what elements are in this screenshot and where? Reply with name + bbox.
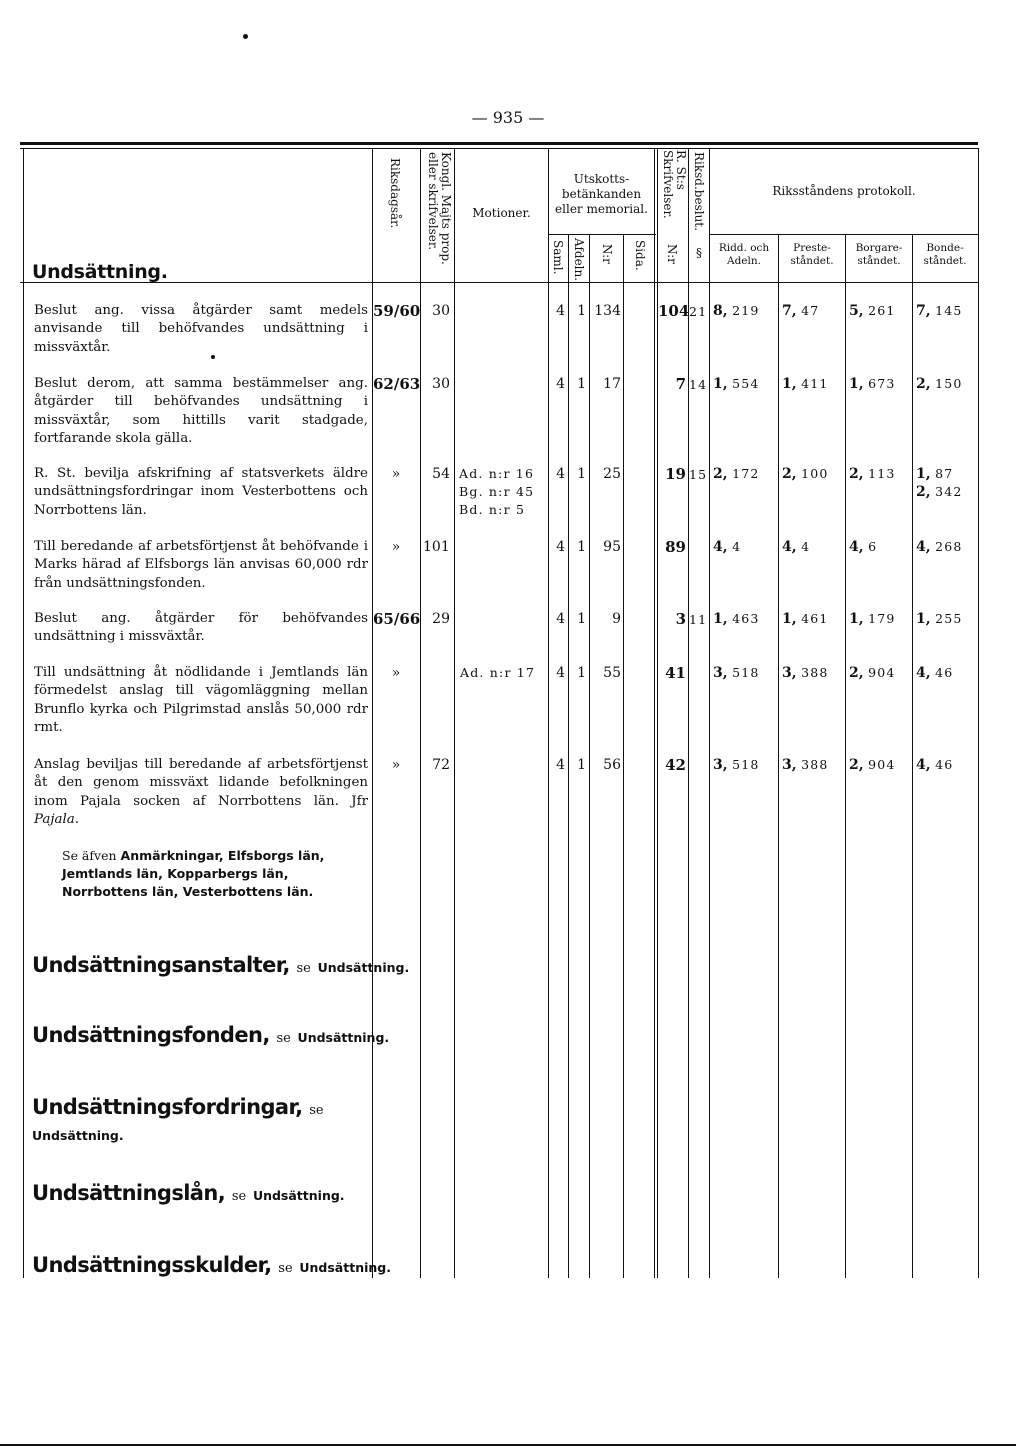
preste-vol: 1, 411	[782, 376, 829, 392]
borgare-vol: 2, 904	[849, 757, 896, 773]
ridd-vol: 2, 172	[713, 466, 760, 482]
borgare-vol: 1, 179	[849, 611, 896, 627]
cross-ref: Undsättningsfordringar, se Undsättning.	[32, 1095, 324, 1143]
entry-text: Beslut derom, att samma bestämmelser ang. åtgärder till behöfvandes undsättning i missväxtår, som hittills varit stadgade, fortfarande skola gälla.	[34, 376, 368, 446]
ridd-vol: 1, 554	[713, 376, 760, 392]
nr: 56	[603, 757, 621, 773]
skr-nr: 3	[675, 610, 686, 628]
bonde-vol: 4, 46	[916, 757, 954, 773]
header-preste: Preste-ståndet.	[790, 242, 834, 267]
header-riksdagsar: Riksdagsår.	[388, 158, 402, 229]
see-also-refs: Anmärkningar, Elfsborgs län, Jemtlands län, Kopparbergs län, Norrbottens län, Vesterbottens län.	[62, 848, 325, 899]
entry-text: Till undsättning åt nödlidande i Jemtlands län förmedelst anslag till vägomläggning mellan Brunflo kyrka och Pilgrimstad anslås 50,000 rdr rmt.	[34, 665, 368, 735]
ridd-vol: 4, 4	[713, 539, 742, 555]
bottom-rule	[0, 1444, 1016, 1446]
prop: 29	[432, 611, 450, 627]
skr-nr: 89	[665, 538, 686, 556]
borgare-vol: 2, 904	[849, 665, 896, 681]
prop: 54	[432, 466, 450, 482]
saml: 4	[556, 303, 565, 319]
entry-text: Beslut ang. åtgärder för behöfvandes undsättning i missväxtår.	[34, 611, 368, 645]
cross-ref: Undsättningsfonden, se Undsättning.	[32, 1023, 390, 1047]
paragraf: 15	[689, 467, 708, 482]
bonde-vol: 4, 46	[916, 665, 954, 681]
afdeln: 1	[577, 539, 586, 555]
year: »	[391, 757, 401, 773]
ridd-vol: 3, 518	[713, 757, 760, 773]
bonde-vol-2: 2, 342	[916, 484, 963, 500]
prop: 72	[432, 757, 450, 773]
nr: 9	[612, 611, 621, 627]
preste-vol: 4, 4	[782, 539, 811, 555]
page-number: — 935 —	[471, 108, 545, 127]
preste-vol: 2, 100	[782, 466, 829, 482]
year: 59/60	[373, 302, 421, 320]
saml: 4	[556, 757, 565, 773]
paragraf: 11	[689, 612, 708, 627]
header-saml: Saml.	[551, 240, 565, 275]
motion-ad: Ad. n:r 16	[459, 466, 535, 481]
preste-vol: 3, 388	[782, 757, 829, 773]
nr: 17	[603, 376, 621, 392]
see-also-prefix: Se äfven	[62, 848, 117, 863]
year: »	[391, 539, 401, 555]
header-ridd: Ridd. och Adeln.	[718, 242, 770, 267]
borgare-vol: 4, 6	[849, 539, 878, 555]
saml: 4	[556, 611, 565, 627]
motion-bd: Bd. n:r 5	[459, 502, 526, 517]
header-protokoll: Riksståndens protokoll.	[772, 184, 916, 198]
ridd-vol: 3, 518	[713, 665, 760, 681]
skr-nr: 7	[675, 375, 686, 393]
bonde-vol: 7, 145	[916, 303, 963, 319]
cross-ref: Undsättningslån, se Undsättning.	[32, 1181, 345, 1205]
afdeln: 1	[577, 665, 586, 681]
cross-ref: Undsättningsskulder, se Undsättning.	[32, 1253, 391, 1277]
header-sida: Sida.	[633, 240, 647, 271]
year: 62/63	[373, 375, 421, 393]
header-rsts-nr: N:r	[665, 244, 679, 264]
entry-text: Anslag beviljas till beredande af arbetsförtjenst åt den genom missväxt lidande befolkningen inom Pajala socken af Norrbottens län. Jfr Pajala.	[34, 757, 368, 827]
motion-bg: Bg. n:r 45	[459, 484, 535, 499]
entry-text: Till beredande af arbetsförtjenst åt behöfvande i Marks härad af Elfsborgs län anvisas 60,000 rdr från undsättningsfonden.	[34, 539, 368, 591]
borgare-vol: 2, 113	[849, 466, 896, 482]
borgare-vol: 1, 673	[849, 376, 896, 392]
header-bonde: Bonde-ståndet.	[923, 242, 967, 267]
afdeln: 1	[577, 376, 586, 392]
header-rsts-skrifvelser: R. St:s Skrifvelser.	[661, 150, 688, 219]
see-also-note	[62, 847, 372, 901]
nr: 25	[603, 466, 621, 482]
bonde-vol: 1, 255	[916, 611, 963, 627]
bonde-vol: 1, 87	[916, 466, 954, 482]
prop: 30	[432, 303, 450, 319]
entry-text: R. St. bevilja afskrifning af statsverkets äldre undsättningsfordringar inom Vesterbottens och Norrbottens län.	[34, 466, 368, 518]
bonde-vol: 4, 268	[916, 539, 963, 555]
prop: 101	[423, 539, 450, 555]
nr: 55	[603, 665, 621, 681]
year: 65/66	[373, 610, 421, 628]
entry-text: Beslut ang. vissa åtgärder samt medels anvisande till behöfvandes undsättning i missväxtår.	[34, 303, 368, 355]
ridd-vol: 1, 463	[713, 611, 760, 627]
nr: 95	[603, 539, 621, 555]
skr-nr: 19	[665, 465, 686, 483]
motion: Ad. n:r 17	[460, 665, 536, 680]
preste-vol: 3, 388	[782, 665, 829, 681]
header-kongl-prop: Kongl. Majts prop. eller skrifvelser.	[426, 152, 453, 265]
borgare-vol: 5, 261	[849, 303, 896, 319]
paragraf: 21	[689, 304, 708, 319]
header-motioner: Motioner.	[472, 206, 531, 220]
year: »	[391, 466, 401, 482]
bonde-vol: 2, 150	[916, 376, 963, 392]
header-utskott: Utskotts-betänkanden eller memorial.	[555, 172, 648, 216]
header-afdeln: Afdeln.	[572, 238, 586, 282]
skr-nr: 41	[665, 664, 686, 682]
skr-nr: 42	[665, 756, 686, 774]
saml: 4	[556, 376, 565, 392]
header-borgare: Borgare-ståndet.	[855, 242, 903, 267]
prop: 30	[432, 376, 450, 392]
header-paragraf: §	[696, 246, 702, 260]
year: »	[391, 665, 401, 681]
preste-vol: 7, 47	[782, 303, 820, 319]
cross-ref: Undsättningsanstalter, se Undsättning.	[32, 953, 410, 977]
saml: 4	[556, 539, 565, 555]
section-title: Undsättning.	[32, 261, 168, 283]
paragraf: 14	[689, 377, 708, 392]
afdeln: 1	[577, 303, 586, 319]
header-riksd-beslut: Riksd.beslut.	[692, 152, 706, 231]
saml: 4	[556, 665, 565, 681]
afdeln: 1	[577, 466, 586, 482]
preste-vol: 1, 461	[782, 611, 829, 627]
skr-nr: 104	[658, 302, 690, 320]
nr: 134	[594, 303, 621, 319]
afdeln: 1	[577, 611, 586, 627]
saml: 4	[556, 466, 565, 482]
print-speck	[243, 34, 248, 39]
ridd-vol: 8, 219	[713, 303, 760, 319]
header-nr: N:r	[600, 244, 614, 264]
afdeln: 1	[577, 757, 586, 773]
